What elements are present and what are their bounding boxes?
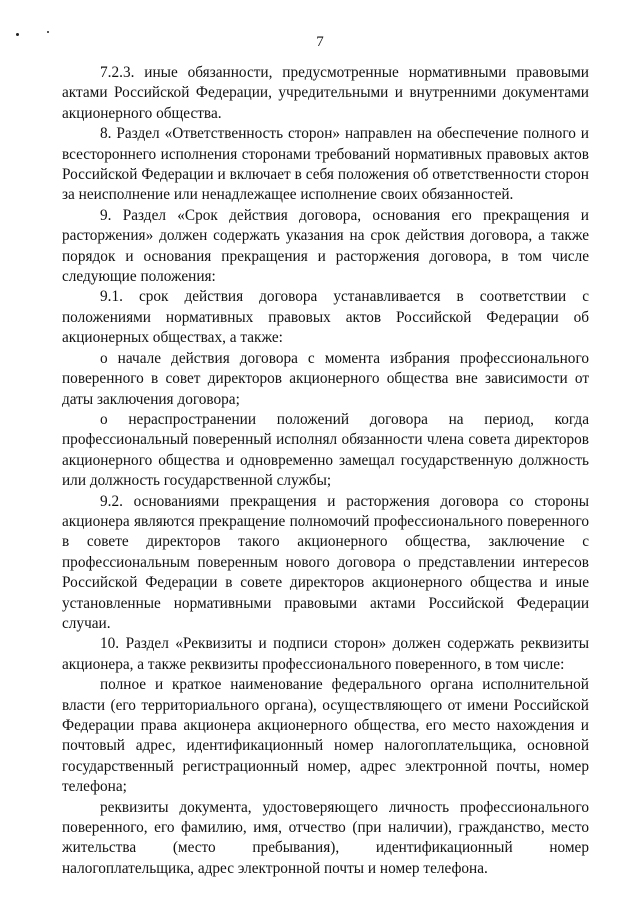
paragraph-9-term-of-contract: 9. Раздел «Срок действия договора, основания его прекращения и расторжения» должен содержать указания на срок действия договора, а также порядок и основания прекращения и расторжения договора, в том числе следующие положения: xyxy=(62,206,589,286)
paragraph-8-responsibility: 8. Раздел «Ответственность сторон» направлен на обеспечение полного и всестороннего исполнения сторонами требований нормативных правовых актов Российской Федерации и включает в себя положения об ответственности сторон за неисполнение или ненадлежащее исполнение своих обязанностей. xyxy=(62,125,589,204)
paragraph-attorney-requisites: реквизиты документа, удостоверяющего личность профессионального поверенного, его фамилию, имя, отчество (при наличии), гражданство, место жительства (место пребывания), идентификационный номер налогоплательщика, адрес электронной почты и номер телефона. xyxy=(62,798,589,877)
document-body xyxy=(62,63,589,879)
paragraph-shareholder-requisites: полное и краткое наименование федерального органа исполнительной власти (его территориального органа), осуществляющего от имени Российской Федерации права акционера акционерного общества, его место нахождения и почтовый адрес, идентификационный номер налогоплательщика, основной государственный регистрационный номер, адрес электронной почты, номер телефона; xyxy=(62,676,589,796)
paragraph-9-2-termination: 9.2. основаниями прекращения и расторжения договора со стороны акционера являются прекращение полномочий профессионального поверенного в совете директоров такого акционерного общества, заключение с профессиональным поверенным нового договора о представлении интересов Российской Федерации в совете директоров акционерного общества и иные установленные нормативными правовыми актами Российской Федерации случаи. xyxy=(62,492,589,632)
paragraph-9-1-term: 9.1. срок действия договора устанавливается в соответствии с положениями нормативных правовых актов Российской Федерации об акционерных обществах, а также: xyxy=(62,288,589,347)
paragraph-7-2-3: 7.2.3. иные обязанности, предусмотренные нормативными правовыми актами Российской Федерации, учредительными и внутренними документами акционерного общества. xyxy=(62,64,589,122)
paragraph-10-requisites: 10. Раздел «Реквизиты и подписи сторон» должен содержать реквизиты акционера, а также реквизиты профессионального поверенного, в том числе: xyxy=(62,635,589,673)
page-number: 7 xyxy=(316,34,324,50)
paragraph-start-of-contract: о начале действия договора с момента избрания профессионального поверенного в совет директоров акционерного общества вне зависимости от даты заключения договора; xyxy=(62,349,589,408)
paragraph-non-extension: о нераспространении положений договора на период, когда профессиональный поверенный исполнял обязанности члена совета директоров акционерного общества и одновременно замещал государственную должность или должность государственной службы; xyxy=(62,410,589,490)
